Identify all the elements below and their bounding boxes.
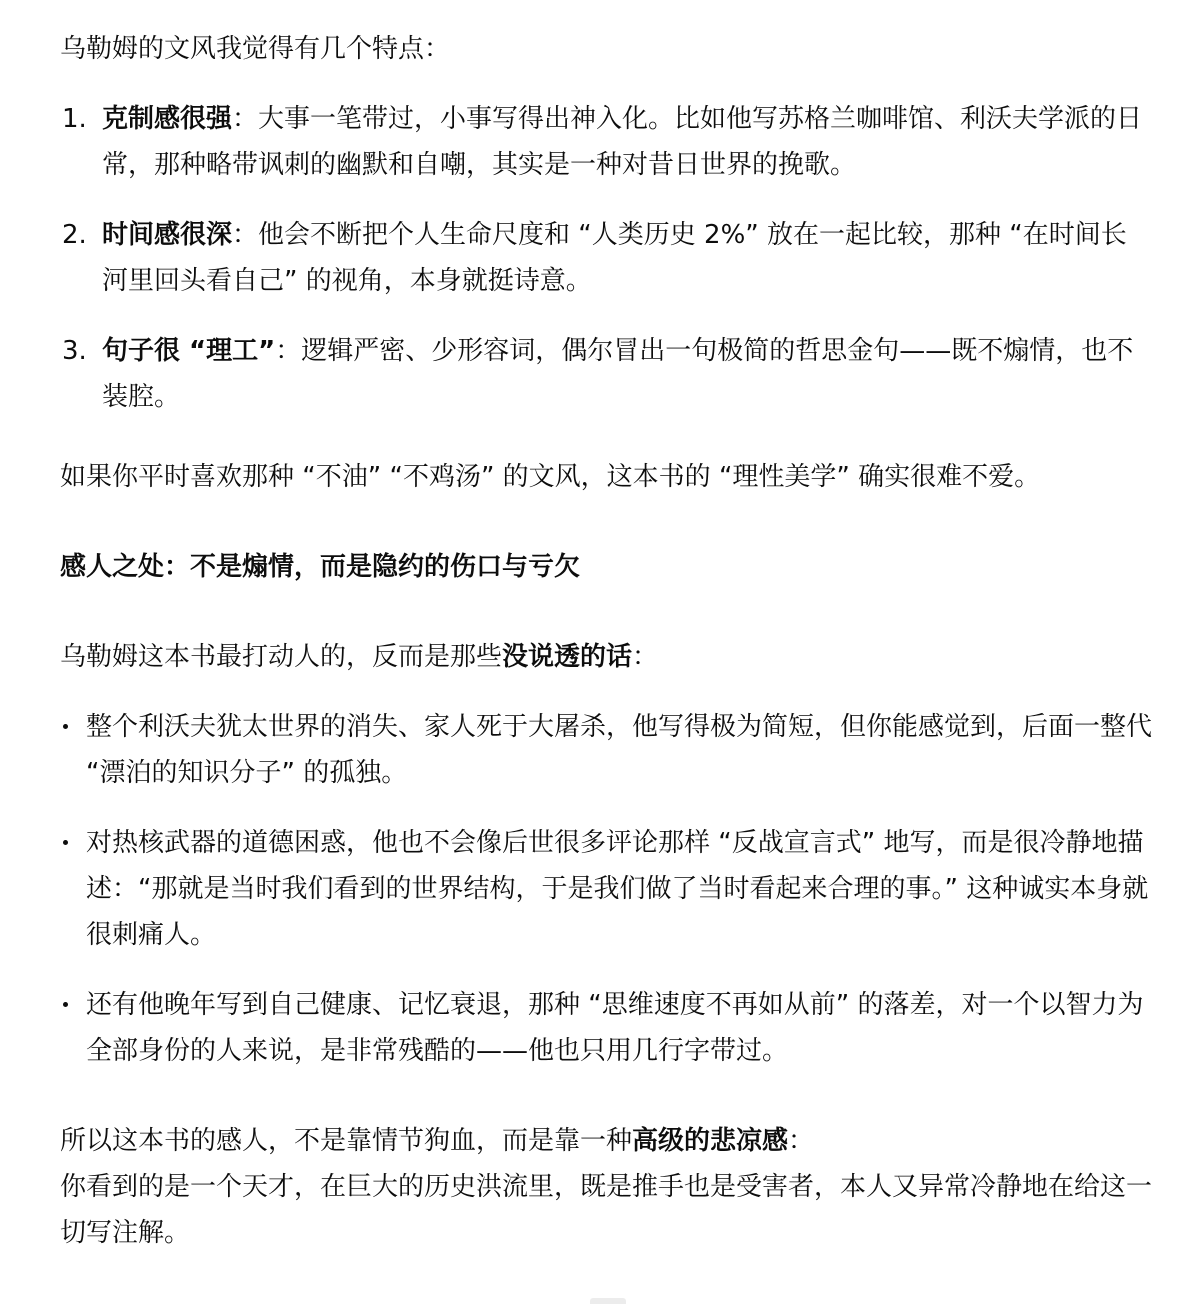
bullet-list	[60, 704, 1152, 1074]
bullet-item-3	[60, 982, 1152, 1074]
conclusion-line-2: 你看到的是一个天才，在巨大的历史洪流里，既是推手也是受害者，本人又异常冷静地在给这一切写注解。	[60, 1172, 1153, 1248]
bullet-dot-icon	[63, 724, 68, 729]
feature-label: 克制感很强	[102, 104, 233, 134]
list-number: 1.	[62, 104, 87, 134]
lead-colon: ：	[632, 642, 659, 672]
intro-paragraph: 乌勒姆的文风我觉得有几个特点：	[60, 34, 451, 64]
feature-separator: ：	[275, 336, 302, 366]
feature-separator: ：	[232, 220, 259, 250]
feature-item-1	[60, 96, 1152, 188]
bullet-text: 对热核武器的道德困惑，他也不会像后世很多评论那样 “反战宣言式” 地写，而是很冷静地描述：“那就是当时我们看到的世界结构，于是我们做了当时看起来合理的事。” 这种诚实本身就很刺痛人。	[86, 828, 1149, 950]
feature-label: 句子很 “理工”	[102, 336, 276, 366]
bullet-dot-icon	[63, 840, 68, 845]
feature-text: 大事一笔带过，小事写得出神入化。比如他写苏格兰咖啡馆、利沃夫学派的日常，那种略带讽刺的幽默和自嘲，其实是一种对昔日世界的挽歌。	[102, 104, 1143, 180]
conclusion-colon: ：	[788, 1126, 815, 1156]
feature-list	[60, 96, 1152, 420]
feature-item-2	[60, 212, 1152, 304]
feature-label: 时间感很深	[102, 220, 233, 250]
bullet-item-2	[60, 820, 1152, 958]
feature-separator: ：	[232, 104, 259, 134]
conclusion-emphasis: 高级的悲凉感	[632, 1126, 789, 1156]
bullet-text: 还有他晚年写到自己健康、记忆衰退，那种 “思维速度不再如从前” 的落差，对一个以智力为全部身份的人来说，是非常残酷的——他也只用几行字带过。	[86, 990, 1144, 1066]
feature-item-3	[60, 328, 1152, 420]
lead-emphasis: 没说透的话	[502, 642, 633, 672]
list-number: 2.	[62, 220, 87, 250]
bullet-item-1	[60, 704, 1152, 796]
summary-paragraph: 如果你平时喜欢那种 “不油” “不鸡汤” 的文风，这本书的 “理性美学” 确实很难不爱。	[60, 462, 1041, 492]
feature-text: 逻辑严密、少形容词，偶尔冒出一句极简的哲思金句——既不煽情，也不装腔。	[102, 336, 1134, 412]
list-number: 3.	[62, 336, 87, 366]
scroll-handle[interactable]	[590, 1298, 626, 1304]
section-heading: 感人之处：不是煽情，而是隐约的伤口与亏欠	[60, 552, 581, 582]
conclusion-text: 所以这本书的感人，不是靠情节狗血，而是靠一种	[60, 1126, 633, 1156]
feature-text: 他会不断把个人生命尺度和 “人类历史 2%” 放在一起比较，那种 “在时间长河里回头看自己” 的视角，本身就挺诗意。	[102, 220, 1127, 296]
lead-text: 乌勒姆这本书最打动人的，反而是那些	[60, 642, 503, 672]
lead-paragraph	[60, 634, 1152, 680]
conclusion-paragraph	[60, 1118, 1152, 1256]
bullet-text: 整个利沃夫犹太世界的消失、家人死于大屠杀，他写得极为简短，但你能感觉到，后面一整代 “漂泊的知识分子” 的孤独。	[86, 712, 1153, 788]
bullet-dot-icon	[63, 1002, 68, 1007]
